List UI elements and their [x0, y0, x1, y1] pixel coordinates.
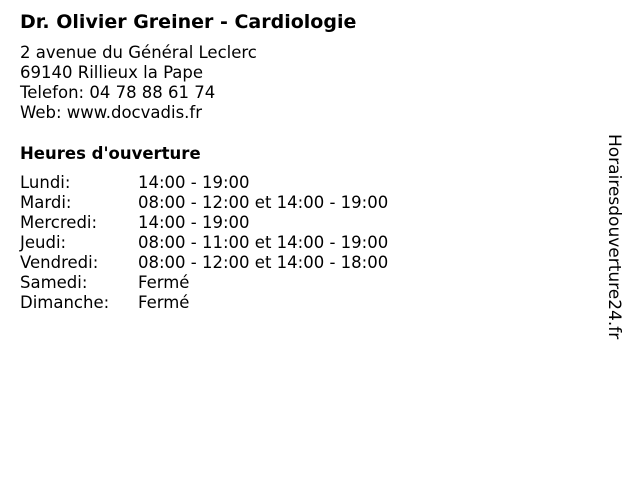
hours-heading: Heures d'ouverture: [20, 144, 201, 163]
day-hours: Fermé: [138, 293, 190, 312]
web-line: Web: www.docvadis.fr: [20, 103, 202, 122]
page-title: Dr. Olivier Greiner - Cardiologie: [20, 11, 357, 33]
phone-line: Telefon: 04 78 88 61 74: [20, 83, 216, 102]
day-hours: Fermé: [138, 273, 190, 292]
contact-block: [20, 43, 257, 123]
day-label: Mercredi:: [20, 213, 98, 232]
address-street: 2 avenue du Général Leclerc: [20, 43, 257, 62]
day-label: Mardi:: [20, 193, 72, 212]
day-hours: 08:00 - 11:00 et 14:00 - 19:00: [138, 233, 389, 252]
day-label: Dimanche:: [20, 293, 110, 312]
day-label: Vendredi:: [20, 253, 99, 272]
day-label: Samedi:: [20, 273, 88, 292]
address-city: 69140 Rillieux la Pape: [20, 63, 204, 82]
day-hours: 08:00 - 12:00 et 14:00 - 18:00: [138, 253, 389, 272]
day-hours: 14:00 - 19:00: [138, 173, 250, 192]
day-label: Lundi:: [20, 173, 71, 192]
day-label: Jeudi:: [20, 233, 67, 252]
day-hours: 14:00 - 19:00: [138, 213, 250, 232]
side-brand-watermark: Horairesdouverture24.fr: [604, 134, 624, 340]
day-hours: 08:00 - 12:00 et 14:00 - 19:00: [138, 193, 389, 212]
